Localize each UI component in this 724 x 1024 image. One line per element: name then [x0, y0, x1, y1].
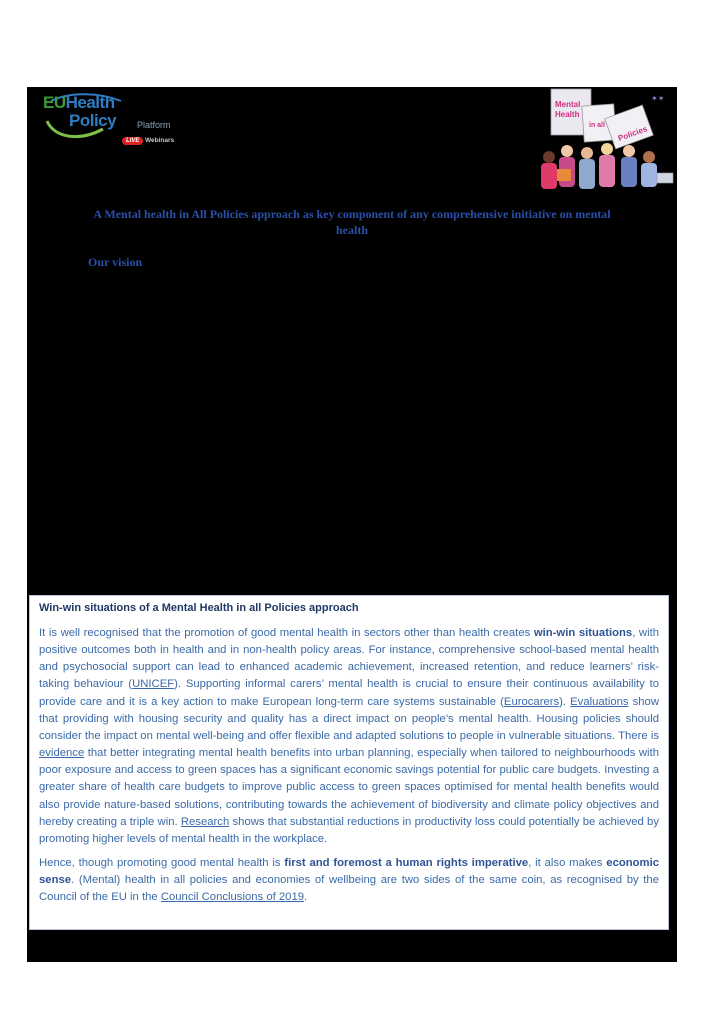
link-council-conclusions[interactable]: Council Conclusions of 2019	[160, 891, 305, 904]
sign-policies: Policies	[616, 124, 649, 144]
people-figures	[541, 143, 673, 189]
bold-win-win: win-win situations	[533, 627, 633, 639]
win-win-text-box	[29, 595, 669, 930]
link-evidence[interactable]: evidence	[39, 747, 85, 760]
box-paragraph-1: It is well recognised that the promotion of good mental health in sectors other than health creates win-win situations, with positive outcomes both in health and in non-health policy areas. For instance, comprehensive school-based mental health and psychosocial support can lead to enhanced academic achievement, increased retention, and reduce learners’ risk-taking behaviour (UNICEF). Supporting informal carers’ mental health is crucial to ensure their continuous availability to provide care and it is a key action to make European long-term care systems sustainable (Eurocarers). Evaluations show that providing with housing security and quality has a direct impact on people’s mental health. Housing policies should consider the impact on mental well-being and offer flexible and adapted solutions to people in vulnerable situations. There is evidence that better integrating mental health benefits into urban planning, especially when tailored to neighbourhoods with poor exposure and access to green spaces has a significant economic savings potential for public care budgets. Investing a greater share of health care budgets to improve public access to green spaces optimised for mental health benefits would also provide nature-based solutions, contributing towards the achievement of biodiversity and climate policy objectives and hereby creating a triple win. Research shows that substantial reductions in productivity loss could potentially be achieved by promoting higher levels of mental health in the workplace.	[39, 627, 659, 845]
sign-in-all: in all	[589, 122, 605, 129]
live-badge: LIVE	[122, 137, 143, 145]
eu-health-policy-platform-logo	[41, 91, 181, 151]
logo-text-webinars: Webinars	[145, 137, 175, 144]
document-title: A Mental health in All Policies approach as key component of any comprehensive initiative on mental health	[93, 207, 611, 237]
sign-mental: Mental	[555, 100, 581, 109]
sign-health: Health	[555, 110, 580, 119]
link-eurocarers[interactable]: Eurocarers	[503, 695, 560, 708]
document-page	[27, 87, 677, 962]
sparkle-icon: ✶✶	[651, 94, 665, 103]
bold-human-rights: first and foremost a human rights imperative	[284, 857, 529, 870]
logo-text-platform: Platform	[137, 120, 171, 130]
link-evaluations[interactable]: Evaluations	[570, 695, 629, 708]
bold-economic-sense: economic sense	[39, 857, 660, 887]
box-title: Win-win situations of a Mental Health in all Policies approach	[39, 602, 359, 614]
logo-text-policy: Policy	[69, 111, 117, 130]
logo-text-eu: EUHealth	[43, 93, 115, 112]
link-research[interactable]: Research	[180, 815, 230, 828]
section-heading-our-vision: Our vision	[88, 255, 143, 269]
link-unicef[interactable]: UNICEF	[132, 678, 175, 691]
box-paragraph-2: Hence, though promoting good mental health is first and foremost a human rights imperative, it also makes economic sense. (Mental) health in all policies and economies of wellbeing are two sides of the same coin, as recognised by the Council of the EU in the Council Conclusions of 2019.	[39, 857, 660, 904]
mental-health-people-illustration	[537, 87, 677, 197]
